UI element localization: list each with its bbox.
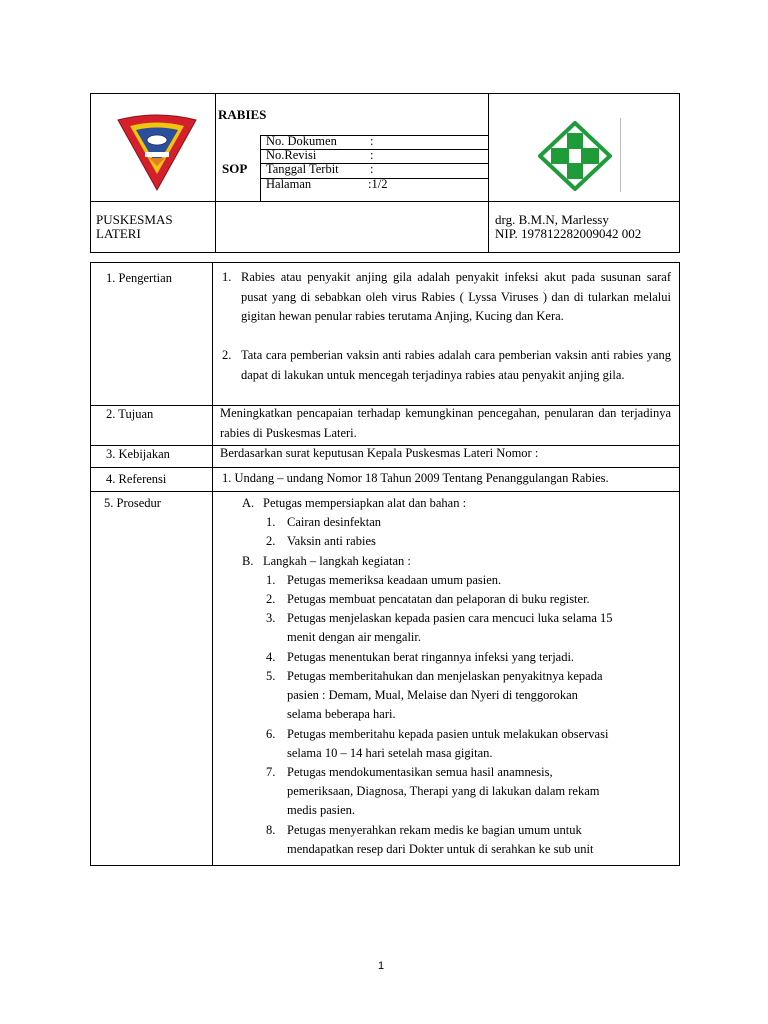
prosedur-b-item-6-text-line1: Petugas memberitahu kepada pasien untuk melakukan observasi <box>287 727 609 741</box>
signer-name: drg. B.M.N, Marlessy <box>495 212 609 227</box>
meta-label-no-dokumen: No. Dokumen <box>266 134 337 148</box>
pengertian-item-2-number: 2. <box>222 348 232 362</box>
header-divider-2 <box>488 93 489 253</box>
meta-label-tanggal-terbit: Tanggal Terbit <box>266 162 339 176</box>
meta-label-halaman: Halaman <box>266 177 312 191</box>
document-title: RABIES <box>218 107 267 122</box>
prosedur-b-item-5-text-line3: selama beberapa hari. <box>287 707 396 721</box>
body-border-bottom <box>90 865 680 866</box>
logo-side-rule <box>620 118 621 192</box>
org-name-line1: PUSKESMAS <box>96 212 173 227</box>
meta-value-no-revisi: : <box>370 148 374 162</box>
section-label-referensi: 4. Referensi <box>106 472 167 486</box>
prosedur-b-item-1-number: 1. <box>266 573 276 587</box>
kebijakan-text: Berdasarkan surat keputusan Kepala Puskesmas Lateri Nomor : <box>220 446 539 460</box>
regional-emblem-logo <box>116 114 198 192</box>
page-number: 1 <box>378 960 385 972</box>
pengertian-item-2-text: Tata cara pemberian vaksin anti rabies adalah cara pemberian vaksin anti rabies yang dapat di lakukan untuk mencegah terjadinya rabies atau penyakit anjing gila. <box>241 348 671 382</box>
header-divider-1 <box>215 93 216 253</box>
body-border-right <box>679 262 680 866</box>
prosedur-b-item-7-text-line2: pemeriksaan, Diagnosa, Therapi yang di lakukan dalam rekam <box>287 784 600 798</box>
prosedur-b-item-8-number: 8. <box>266 823 276 837</box>
meta-label-no-revisi: No.Revisi <box>266 148 317 162</box>
prosedur-b-item-3-number: 3. <box>266 611 276 625</box>
prosedur-a-item-2-text: Vaksin anti rabies <box>287 534 376 548</box>
prosedur-b-item-3-text-line2: menit dengan air mengalir. <box>287 630 421 644</box>
prosedur-b-item-8-text-line1: Petugas menyerahkan rekam medis ke bagian umum untuk <box>287 823 582 837</box>
prosedur-b-item-1-text: Petugas memeriksa keadaan umum pasien. <box>287 573 502 587</box>
body-row-sep-4 <box>90 491 680 492</box>
prosedur-b-item-7-text-line3: medis pasien. <box>287 803 356 817</box>
prosedur-b-item-7-text-line1: Petugas mendokumentasikan semua hasil anamnesis, <box>287 765 553 779</box>
referensi-text: 1. Undang – undang Nomor 18 Tahun 2009 Tentang Penanggulangan Rabies. <box>222 471 609 485</box>
section-label-prosedur: 5. Prosedur <box>104 496 161 510</box>
prosedur-b-item-4-text: Petugas menentukan berat ringannya infeksi yang terjadi. <box>287 650 575 664</box>
header-border-top <box>90 93 680 94</box>
header-border-bottom <box>90 252 680 253</box>
section-label-tujuan: 2. Tujuan <box>106 407 154 421</box>
header-border-mid <box>90 201 680 202</box>
meta-value-no-dokumen: : <box>370 134 374 148</box>
header-border-left <box>90 93 91 253</box>
prosedur-b-item-6-text-line2: selama 10 – 14 hari setelah masa gigitan. <box>287 746 493 760</box>
prosedur-b-text: Langkah – langkah kegiatan : <box>263 554 411 568</box>
section-label-kebijakan: 3. Kebijakan <box>106 447 170 461</box>
pengertian-item-1-text: Rabies atau penyakit anjing gila adalah penyakit infeksi akut pada susunan saraf pusat yang di sebabkan oleh virus Rabies ( Lyssa Viruses ) dan di tularkan melalui gigitan hewan penular rabies terutama Anjing, Kucing dan Kera. <box>241 270 671 323</box>
sop-label: SOP <box>222 161 248 176</box>
prosedur-b-item-5-text-line2: pasien : Demam, Mual, Melaise dan Nyeri di tenggorokan <box>287 688 578 702</box>
section-label-pengertian: 1. Pengertian <box>106 271 172 285</box>
puskesmas-health-logo <box>538 121 612 191</box>
prosedur-b-item-2-number: 2. <box>266 592 276 606</box>
prosedur-b-item-4-number: 4. <box>266 650 276 664</box>
body-border-top <box>90 262 680 263</box>
body-border-left <box>90 262 91 866</box>
prosedur-b-label: B. <box>242 554 254 568</box>
prosedur-b-item-6-number: 6. <box>266 727 276 741</box>
pengertian-item-1-number: 1. <box>222 270 232 284</box>
prosedur-a-item-1-text: Cairan desinfektan <box>287 515 382 529</box>
meta-value-halaman: :1/2 <box>368 177 388 191</box>
prosedur-a-text: Petugas mempersiapkan alat dan bahan : <box>263 496 467 510</box>
prosedur-b-item-2-text: Petugas membuat pencatatan dan pelaporan di buku register. <box>287 592 590 606</box>
meta-border-left <box>260 135 261 201</box>
prosedur-a-label: A. <box>242 496 255 510</box>
prosedur-b-item-3-text-line1: Petugas menjelaskan kepada pasien cara mencuci luka selama 15 <box>287 611 613 625</box>
prosedur-b-item-8-text-line2: mendapatkan resep dari Dokter untuk di serahkan ke sub unit <box>287 842 594 856</box>
prosedur-b-item-5-text-line1: Petugas memberitahukan dan menjelaskan penyakitnya kepada <box>287 669 603 683</box>
signer-nip: NIP. 197812282009042 002 <box>495 226 642 241</box>
body-row-sep-3 <box>90 467 680 468</box>
prosedur-b-item-5-number: 5. <box>266 669 276 683</box>
prosedur-a-item-2-number: 2. <box>266 534 276 548</box>
body-col-divider <box>212 262 213 866</box>
org-name-line2: LATERI <box>96 226 141 241</box>
tujuan-text: Meningkatkan pencapaian terhadap kemungkinan pencegahan, penularan dan terjadinya rabies di Puskesmas Lateri. <box>220 406 671 440</box>
meta-value-tanggal-terbit: : <box>370 162 374 176</box>
prosedur-b-item-7-number: 7. <box>266 765 276 779</box>
prosedur-a-item-1-number: 1. <box>266 515 276 529</box>
header-border-right <box>679 93 680 253</box>
